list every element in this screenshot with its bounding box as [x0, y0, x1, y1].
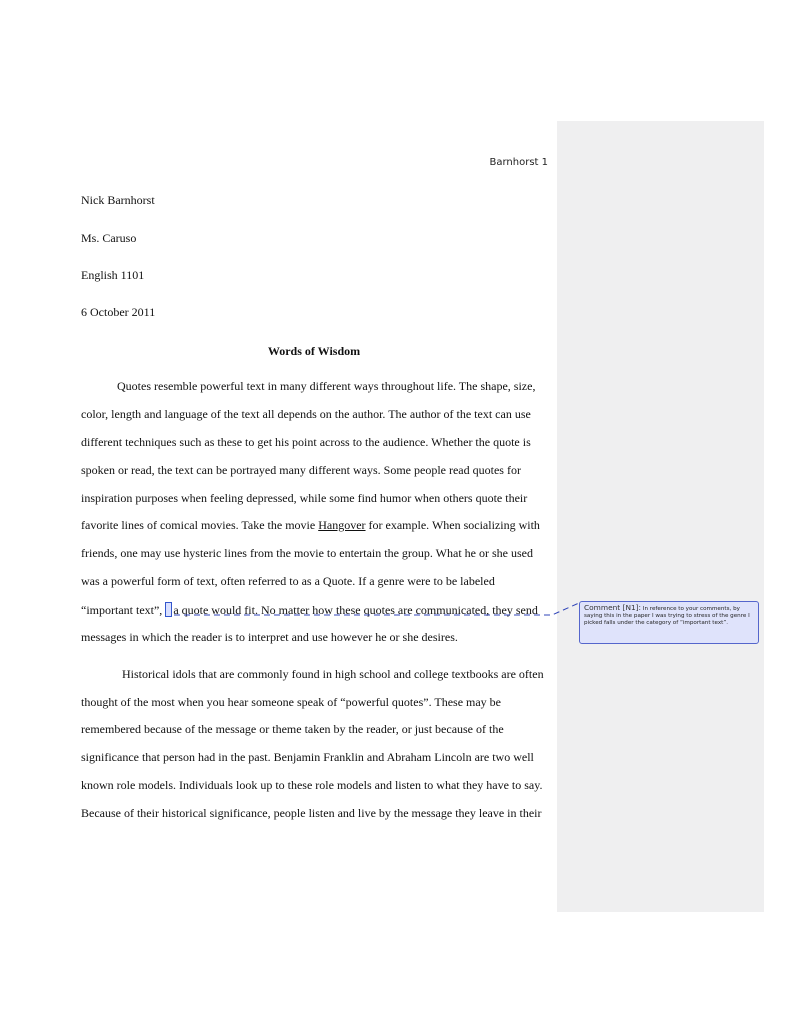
paragraph-1-line: Quotes resemble powerful text in many different ways throughout life. The shape, size,: [117, 379, 536, 393]
comment-text: In reference to your comments, by saying this in the paper I was trying to stress of the genre I picked falls under the category of “important text”.: [584, 606, 750, 627]
comment-label: Comment [N1]:: [584, 603, 642, 612]
comment-markup-pane: [557, 121, 764, 912]
paragraph-2-line: Because of their historical significance, people listen and live by the message they leave in their: [81, 806, 542, 820]
paragraph-1-line: friends, one may use hysteric lines from the movie to entertain the group. What he or she used: [81, 546, 533, 560]
paragraph-1-line: inspiration purposes when feeling depressed, while some find humor when others quote their: [81, 491, 528, 505]
paragraph-2-line: known role models. Individuals look up to these role models and listen to what they have to say.: [81, 778, 543, 792]
running-head: Barnhorst 1: [489, 157, 548, 168]
author-name: Nick Barnhorst: [81, 193, 155, 207]
line-text: for example. When socializing with: [365, 518, 540, 532]
paragraph-2-line: remembered because of the message or theme taken by the reader, or just because of the: [81, 722, 504, 736]
comment-balloon[interactable]: [579, 601, 759, 644]
comment-connector-line: [160, 598, 580, 618]
line-text: “important text”,: [81, 603, 166, 617]
paragraph-1-line: spoken or read, the text can be portrayed many different ways. Some people read quotes for: [81, 463, 521, 477]
line-text: quote would fit. No matter how these quotes are communicated, they send: [178, 603, 538, 617]
essay-title: Words of Wisdom: [267, 344, 361, 358]
paragraph-1-line: [81, 518, 540, 532]
paragraph-2-line: Historical idols that are commonly found in high school and college textbooks are often: [122, 667, 544, 681]
movie-title: Hangover: [318, 518, 366, 532]
line-text: favorite lines of comical movies. Take the movie: [81, 518, 319, 532]
commented-text[interactable]: a: [173, 603, 179, 617]
course-name: English 1101: [81, 268, 145, 282]
paragraph-2-line: thought of the most when you hear someone speak of “powerful quotes”. These may be: [81, 695, 501, 709]
date: 6 October 2011: [81, 305, 156, 319]
paragraph-1-line: color, length and language of the text all depends on the author. The author of the text can use: [81, 407, 531, 421]
paragraph-1-line: different techniques such as these to get his point across to the audience. Whether the quote is: [81, 435, 531, 449]
paragraph-2-line: significance that person had in the past. Benjamin Franklin and Abraham Lincoln are two well: [81, 750, 534, 764]
paragraph-1-line: was a powerful form of text, often referred to as a Quote. If a genre were to be labeled: [81, 574, 495, 588]
paragraph-1-line: messages in which the reader is to interpret and use however he or she desires.: [81, 630, 458, 644]
instructor-name: Ms. Caruso: [81, 231, 137, 245]
